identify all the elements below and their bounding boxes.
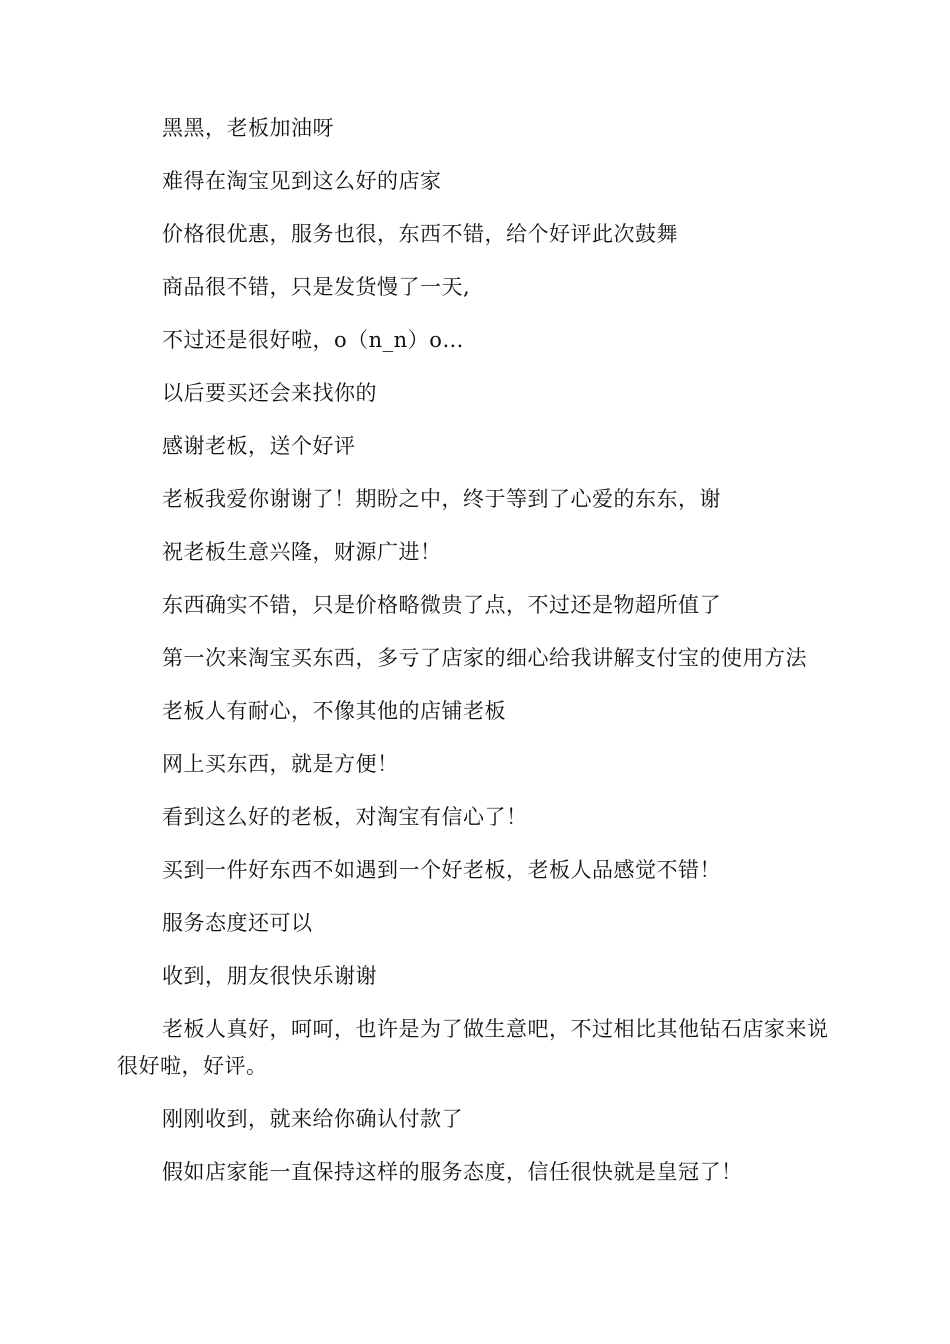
paragraph: 老板人真好，呵呵，也许是为了做生意吧，不过相比其他钻石店家来说很好啦，好评。 [117,1017,829,1078]
paragraph: 服务态度还可以 [162,911,313,935]
paragraph: 不过还是很好啦，o（n_n）o… [162,328,464,352]
paragraph: 老板人有耐心，不像其他的店铺老板 [162,699,506,723]
paragraph: 第一次来淘宝买东西，多亏了店家的细心给我讲解支付宝的使用方法 [162,646,807,670]
document-body [117,110,837,1191]
paragraph: 商品很不错，只是发货慢了一天, [162,275,471,299]
paragraph: 黑黑，老板加油呀 [162,116,334,140]
paragraph: 难得在淘宝见到这么好的店家 [162,169,442,193]
paragraph: 网上买东西，就是方便！ [162,752,399,776]
paragraph: 收到，朋友很快乐谢谢 [162,964,377,988]
paragraph: 东西确实不错，只是价格略微贵了点，不过还是物超所值了 [162,593,721,617]
paragraph: 以后要买还会来找你的 [162,381,377,405]
paragraph: 祝老板生意兴隆，财源广进！ [162,540,442,564]
paragraph: 感谢老板，送个好评 [162,434,356,458]
paragraph: 假如店家能一直保持这样的服务态度，信任很快就是皇冠了！ [162,1160,743,1184]
paragraph: 老板我爱你谢谢了！期盼之中，终于等到了心爱的东东，谢 [162,487,721,511]
paragraph: 看到这么好的老板，对淘宝有信心了！ [162,805,528,829]
paragraph: 买到一件好东西不如遇到一个好老板，老板人品感觉不错！ [162,858,721,882]
paragraph: 价格很优惠，服务也很，东西不错，给个好评此次鼓舞 [162,222,678,246]
paragraph: 刚刚收到，就来给你确认付款了 [162,1107,463,1131]
